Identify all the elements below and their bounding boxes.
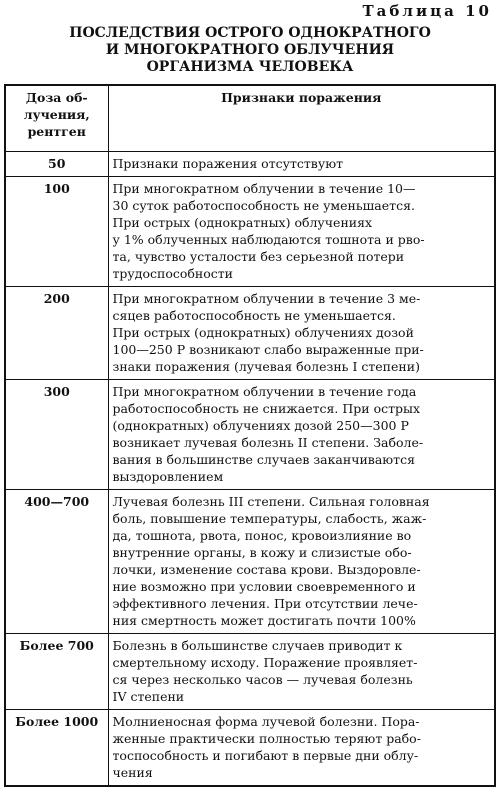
dose-cell: Более 1000 xyxy=(5,709,108,786)
signs-line: ния смертность может достигать почти 100% xyxy=(112,612,416,628)
dose-cell: 50 xyxy=(5,151,108,176)
signs-line: При острых (однократных) облучениях дозой xyxy=(112,324,414,340)
table-row xyxy=(5,489,495,633)
signs-line: Лучевая болезнь III степени. Сильная головная xyxy=(112,493,430,509)
header-dose-line: Доза об- xyxy=(25,90,88,105)
table-row xyxy=(5,176,495,286)
dose-cell: 100 xyxy=(5,176,108,286)
header-dose-line: рентген xyxy=(27,124,86,139)
signs-line: Признаки поражения отсутствуют xyxy=(112,155,343,171)
signs-line: знаки поражения (лучевая болезнь I степени) xyxy=(112,358,420,374)
signs-line: эффективного лечения. При отсутствии лече- xyxy=(112,595,418,611)
signs-line: та, чувство усталости без серьезной потери xyxy=(112,248,405,264)
signs-cell xyxy=(108,379,495,489)
table-row xyxy=(5,286,495,379)
signs-line: (однократных) облучениях дозой 250—300 Р xyxy=(112,417,409,433)
signs-cell xyxy=(108,709,495,786)
signs-line: Болезнь в большинстве случаев приводит к xyxy=(112,637,403,653)
table-row xyxy=(5,709,495,786)
signs-line: 100—250 Р возникают слабо выраженные при- xyxy=(112,341,424,357)
dose-cell: Более 700 xyxy=(5,633,108,709)
signs-line: тоспособность и погибают в первые дни облу- xyxy=(112,747,419,763)
header-row xyxy=(5,85,495,151)
signs-line: работоспособность не снижается. При острых xyxy=(112,400,421,416)
table-row xyxy=(5,633,495,709)
table-row xyxy=(5,379,495,489)
signs-cell xyxy=(108,151,495,176)
dose-cell: 200 xyxy=(5,286,108,379)
radiation-effects-table xyxy=(4,84,496,787)
signs-line: ние возможно при условии своевременного и xyxy=(112,578,416,594)
signs-line: ся через несколько часов — лучевая болезнь xyxy=(112,671,413,687)
signs-line: у 1% облученных наблюдаются тошнота и рво- xyxy=(112,231,425,247)
signs-line: выздоровлением xyxy=(112,468,224,484)
dose-cell: 300 xyxy=(5,379,108,489)
signs-line: При многократном облучении в течение 3 ме- xyxy=(112,290,421,306)
title-line: ОРГАНИЗМА ЧЕЛОВЕКА xyxy=(146,59,354,75)
signs-line: женные практически полностью теряют рабо- xyxy=(112,730,421,746)
signs-line: При острых (однократных) облучениях xyxy=(112,214,373,230)
signs-line: трудоспособности xyxy=(112,265,234,281)
header-dose xyxy=(5,85,108,151)
signs-line: При многократном облучении в течение года xyxy=(112,383,417,399)
signs-line: смертельному исходу. Поражение проявляет- xyxy=(112,654,418,670)
title-line: И МНОГОКРАТНОГО ОБЛУЧЕНИЯ xyxy=(105,42,395,58)
signs-line: Молниеносная форма лучевой болезни. Пора- xyxy=(112,713,420,729)
table-row xyxy=(5,151,495,176)
signs-cell xyxy=(108,633,495,709)
header-signs: Признаки поражения xyxy=(108,85,495,151)
table-title xyxy=(0,25,500,76)
signs-cell xyxy=(108,176,495,286)
signs-line: чения xyxy=(112,764,153,780)
signs-line: При многократном облучении в течение 10— xyxy=(112,180,416,196)
signs-line: вания в большинстве случаев заканчиваются xyxy=(112,451,415,467)
signs-cell xyxy=(108,489,495,633)
signs-line: сяцев работоспособность не уменьшается. xyxy=(112,307,396,323)
header-dose-line: лучения, xyxy=(23,107,90,122)
signs-cell xyxy=(108,286,495,379)
table-number-label: Таблица 10 xyxy=(362,2,492,20)
signs-line: лочки, изменение состава крови. Выздоровле- xyxy=(112,561,421,577)
signs-line: боль, повышение температуры, слабость, жаж- xyxy=(112,510,427,526)
signs-line: да, тошнота, рвота, понос, кровоизлияние во xyxy=(112,527,412,543)
signs-line: возникает лучевая болезнь II степени. Заболе- xyxy=(112,434,424,450)
signs-line: внутренние органы, в кожу и слизистые обо- xyxy=(112,544,412,560)
signs-line: IV степени xyxy=(112,688,185,704)
title-line: ПОСЛЕДСТВИЯ ОСТРОГО ОДНОКРАТНОГО xyxy=(69,25,431,41)
dose-cell: 400—700 xyxy=(5,489,108,633)
signs-line: 30 суток работоспособность не уменьшается. xyxy=(112,197,415,213)
